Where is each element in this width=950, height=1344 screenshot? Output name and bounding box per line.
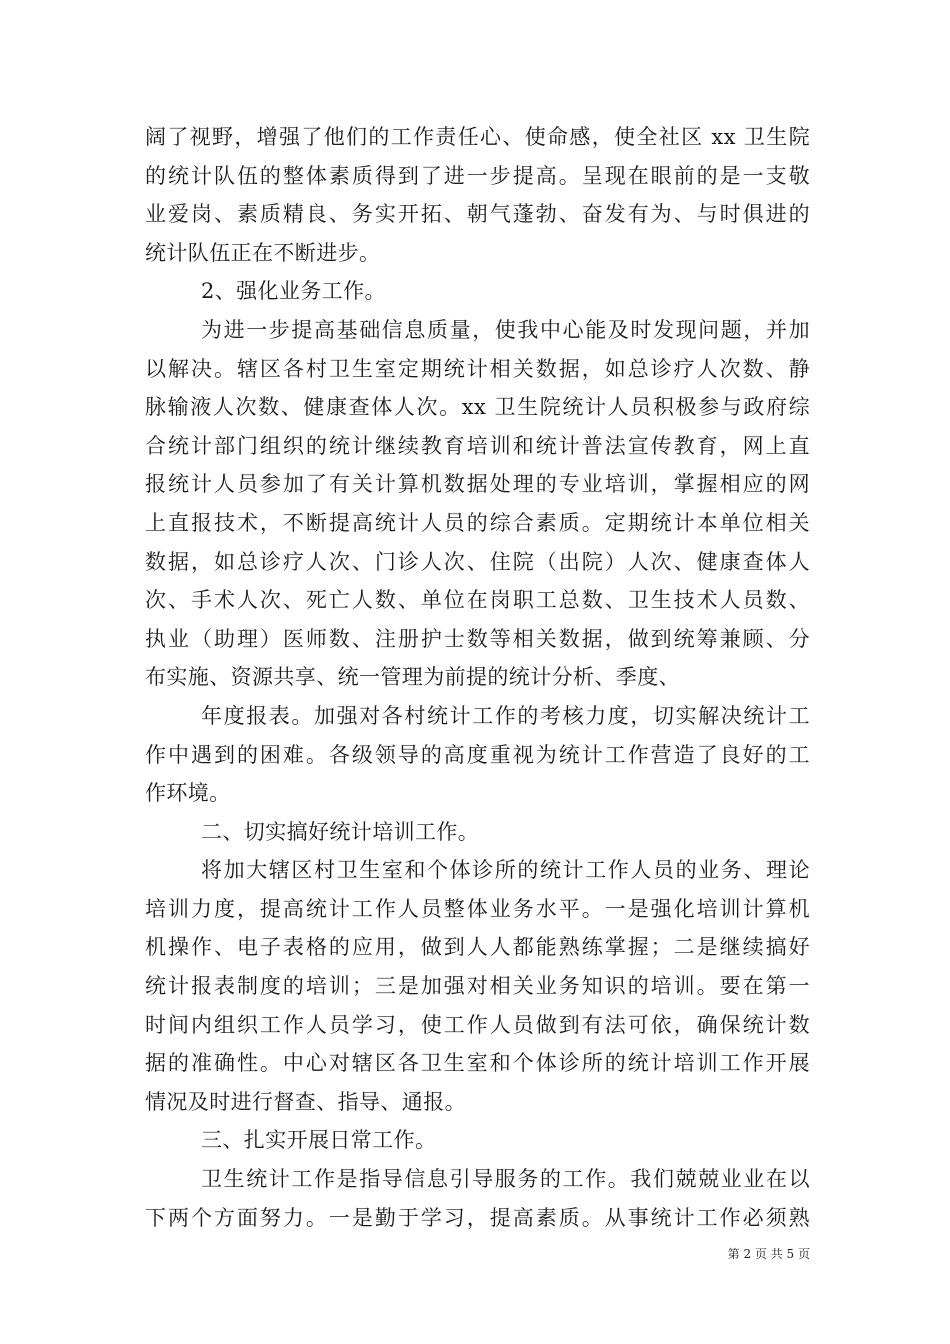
text-line: 作中遇到的困难。各级领导的高度重视为统计工作营造了良好的工 <box>145 742 810 767</box>
text-line: 统计队伍正在不断进步。 <box>145 240 381 265</box>
text-line: 统计报表制度的培训；三是加强对相关业务知识的培训。要在第一 <box>145 974 810 999</box>
text-line: 业爱岗、素质精良、务实开拓、朝气蓬勃、奋发有为、与时俱进的 <box>145 202 810 227</box>
text-line: 年度报表。加强对各村统计工作的考核力度，切实解决统计工 <box>201 703 810 728</box>
section-heading: 二、切实搞好统计培训工作。 <box>201 819 480 844</box>
text-line: 以解决。辖区各村卫生室定期统计相关数据，如总诊疗人次数、静 <box>145 356 810 381</box>
text-line: 下两个方面努力。一是勤于学习，提高素质。从事统计工作必须熟 <box>145 1205 810 1230</box>
text-line: 执业（助理）医师数、注册护士数等相关数据，做到统筹兼顾、分 <box>145 626 810 651</box>
text-line: 上直报技术，不断提高统计人员的综合素质。定期统计本单位相关 <box>145 510 810 535</box>
text-line: 时间内组织工作人员学习，使工作人员做到有法可依，确保统计数 <box>145 1012 810 1037</box>
text-line: 脉输液人次数、健康查体人次。xx 卫生院统计人员积极参与政府综 <box>145 395 810 420</box>
text-line: 据的准确性。中心对辖区各卫生室和个体诊所的统计培训工作开展 <box>145 1051 810 1076</box>
text-line: 为进一步提高基础信息质量，使我中心能及时发现问题，并加 <box>201 317 810 342</box>
text-line: 数据，如总诊疗人次、门诊人次、住院（出院）人次、健康查体人 <box>145 549 810 574</box>
section-heading: 三、扎实开展日常工作。 <box>201 1128 437 1153</box>
section-heading: 2、强化业务工作。 <box>201 279 386 304</box>
text-line: 机操作、电子表格的应用，做到人人都能熟练掌握；二是继续搞好 <box>145 935 810 960</box>
text-line: 情况及时进行督查、指导、通报。 <box>145 1089 466 1114</box>
text-line: 卫生统计工作是指导信息引导服务的工作。我们兢兢业业在以 <box>201 1167 810 1192</box>
text-line: 合统计部门组织的统计继续教育培训和统计普法宣传教育，网上直 <box>145 433 810 458</box>
text-line: 培训力度，提高统计工作人员整体业务水平。一是强化培训计算机 <box>145 896 810 921</box>
text-line: 报统计人员参加了有关计算机数据处理的专业培训，掌握相应的网 <box>145 472 810 497</box>
body-text <box>145 118 810 1237</box>
page-number-footer: 第 2 页 共 5 页 <box>727 1247 810 1261</box>
text-line: 布实施、资源共享、统一管理为前提的统计分析、季度、 <box>145 665 680 690</box>
text-line: 阔了视野，增强了他们的工作责任心、使命感，使全社区 xx 卫生院 <box>145 125 810 149</box>
text-line: 次、手术人次、死亡人数、单位在岗职工总数、卫生技术人员数、 <box>145 588 810 613</box>
text-line: 将加大辖区村卫生室和个体诊所的统计工作人员的业务、理论 <box>201 858 810 883</box>
text-line: 作环境。 <box>145 781 231 806</box>
text-line: 的统计队伍的整体素质得到了进一步提高。呈现在眼前的是一支敬 <box>145 163 810 188</box>
